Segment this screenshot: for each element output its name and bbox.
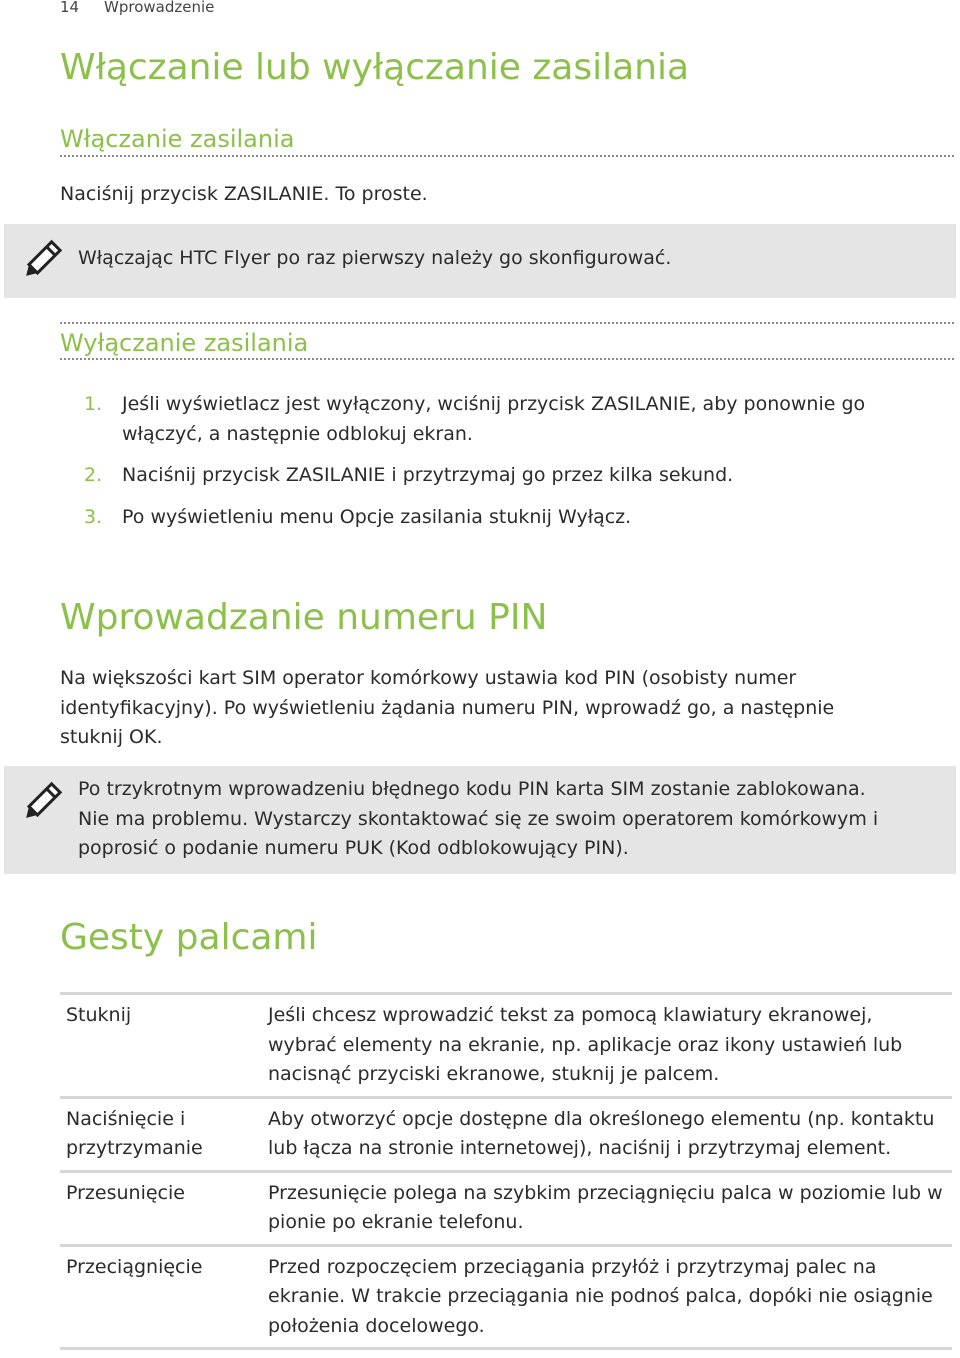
note-text: Włączając HTC Flyer po raz pierwszy należy go skonfigurować.: [78, 247, 672, 269]
pin-text-end: .: [156, 726, 163, 748]
step-number: 1.: [84, 393, 103, 415]
step-number: 2.: [84, 464, 103, 486]
list-item: [60, 390, 950, 449]
gesture-term: Stuknij: [66, 1004, 132, 1026]
gesture-term: Przeciągnięcie: [66, 1255, 203, 1278]
divider: [60, 155, 954, 157]
power-off-steps: [60, 390, 950, 544]
power-on-title: Włączanie zasilania: [60, 125, 295, 153]
divider: [60, 358, 954, 360]
pin-section-title: Wprowadzanie numeru PIN: [60, 597, 548, 638]
table-row: [60, 1171, 952, 1245]
divider: [60, 322, 954, 324]
power-off-title: Wyłączanie zasilania: [60, 329, 309, 357]
note-box: [4, 224, 956, 298]
gesture-term: Naciśnięcie i przytrzymanie: [66, 1107, 203, 1159]
gestures-table: [60, 992, 952, 1350]
step-text: Po wyświetleniu menu Opcje zasilania stuknij: [122, 505, 558, 528]
power-section-title: Włączanie lub wyłączanie zasilania: [60, 47, 690, 88]
pencil-icon: [18, 238, 64, 284]
pin-text-body: Na większości kart SIM operator komórkowy ustawia kod PIN (osobisty numer identyfikacyjny). Po wyświetleniu żądania numeru PIN, wprowadź go, a następnie stuknij: [60, 667, 835, 748]
action-label: Wyłącz: [558, 505, 626, 528]
pin-text: [60, 664, 880, 753]
list-item: [60, 461, 950, 491]
page-header: [60, 0, 214, 14]
step-text: Naciśnij przycisk ZASILANIE i przytrzymaj go przez kilka sekund.: [122, 464, 734, 486]
step-text-end: .: [625, 505, 632, 528]
step-number: 3.: [84, 505, 103, 528]
action-label: OK: [129, 726, 157, 748]
table-row: [60, 1245, 952, 1349]
pencil-icon: [18, 780, 64, 826]
section-name: Wprowadzenie: [104, 0, 215, 16]
table-row: [60, 994, 952, 1098]
gestures-section-title: Gesty palcami: [60, 917, 318, 958]
note-text: Po trzykrotnym wprowadzeniu błędnego kodu PIN karta SIM zostanie zablokowana. Nie ma problemu. Wystarczy skontaktować się ze swoim operatorem komórkowym i poprosić o podanie numeru PUK (Kod odblokowujący PIN).: [78, 778, 879, 859]
list-item: [60, 503, 950, 533]
gesture-term: Przesunięcie: [66, 1181, 185, 1204]
gesture-description: Przed rozpoczęciem przeciągania przyłóż i przytrzymaj palec na ekranie. W trakcie przeciągania nie podnoś palca, dopóki nie osiągnie położenia docelowego.: [268, 1255, 933, 1337]
power-on-text: Naciśnij przycisk ZASILANIE. To proste.: [60, 183, 428, 205]
gesture-description: Przesunięcie polega na szybkim przeciągnięciu palca w poziomie lub w pionie po ekranie telefonu.: [268, 1181, 943, 1233]
note-box: [4, 766, 956, 874]
table-row: [60, 1097, 952, 1171]
step-text: Jeśli wyświetlacz jest wyłączony, wciśnij przycisk ZASILANIE, aby ponownie go włączyć, a następnie odblokuj ekran.: [122, 393, 866, 445]
gesture-description: Aby otworzyć opcje dostępne dla określonego elementu (np. kontaktu lub łącza na stronie internetowej), naciśnij i przytrzymaj element.: [268, 1107, 935, 1159]
gesture-description: Jeśli chcesz wprowadzić tekst za pomocą klawiatury ekranowej, wybrać elementy na ekranie, np. aplikacje oraz ikony ustawień lub nacisnąć przyciski ekranowe, stuknij je palcem.: [268, 1004, 903, 1085]
page-number: 14: [60, 0, 80, 16]
